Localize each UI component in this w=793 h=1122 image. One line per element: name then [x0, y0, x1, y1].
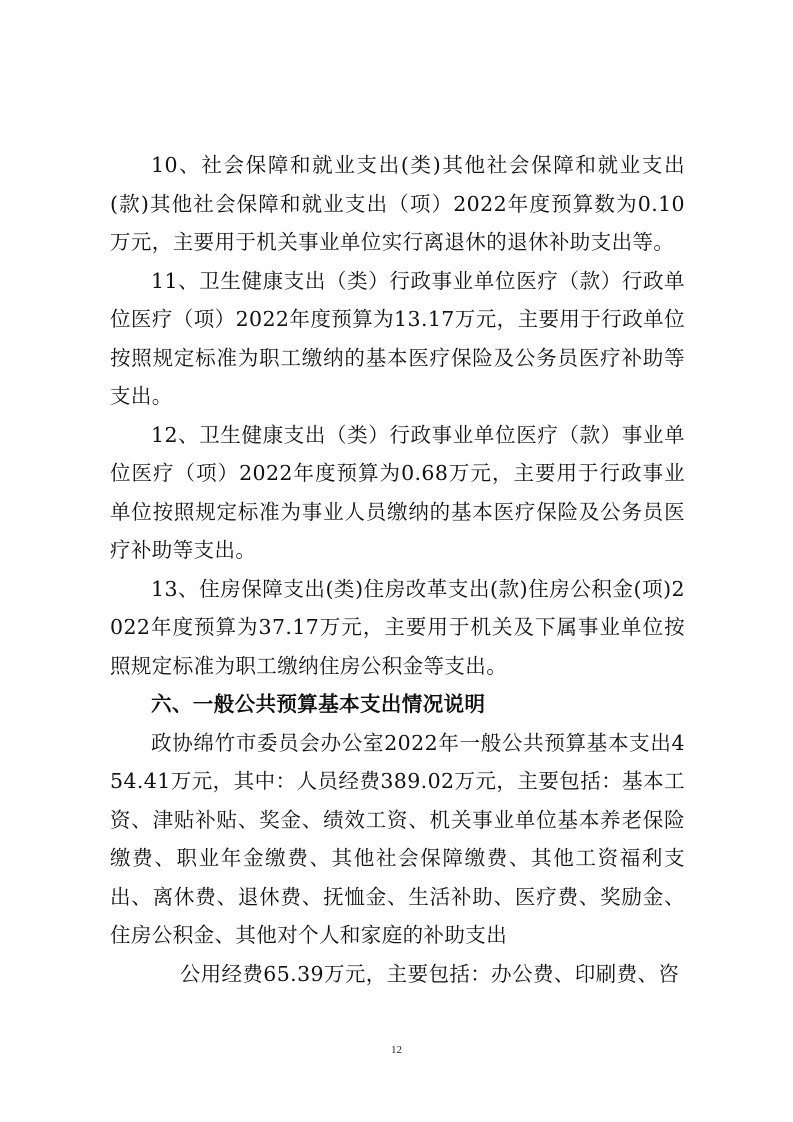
paragraph-item-10: 10、社会保障和就业支出(类)其他社会保障和就业支出(款)其他社会保障和就业支出（项）2022年度预算数为0.10万元，主要用于机关事业单位实行离退休的退休补助支出等。 — [110, 153, 685, 254]
page-number: 12 — [391, 1044, 402, 1056]
section-heading: 六、一般公共预算基本支出情况说明 — [151, 692, 486, 716]
public-expense-paragraph: 公用经费65.39万元，主要包括：办公费、印刷费、咨 — [179, 961, 680, 986]
basic-expenditure-paragraph: 政协绵竹市委员会办公室2022年一般公共预算基本支出454.41万元，其中：人员经费389.02万元，主要包括：基本工资、津贴补贴、奖金、绩效工资、机关事业单位基本养老保险缴费、职业年金缴费、其他社会保障缴费、其他工资福利支出、离休费、退休费、抚恤金、生活补助、医疗费、奖励金、住房公积金、其他对个人和家庭的补助支出 — [110, 730, 685, 947]
document-body — [110, 146, 685, 993]
paragraph-item-11: 11、卫生健康支出（类）行政事业单位医疗（款）行政单位医疗（项）2022年度预算为13.17万元，主要用于行政单位按照规定标准为职工缴纳的基本医疗保险及公务员医疗补助等支出。 — [110, 268, 685, 408]
paragraph-item-12: 12、卫生健康支出（类）行政事业单位医疗（款）事业单位医疗（项）2022年度预算为0.68万元，主要用于行政事业单位按照规定标准为事业人员缴纳的基本医疗保险及公务员医疗补助等支出。 — [110, 422, 685, 562]
paragraph-item-13: 13、住房保障支出(类)住房改革支出(款)住房公积金(项)2022年度预算为37.17万元，主要用于机关及下属事业单位按照规定标准为职工缴纳住房公积金等支出。 — [110, 576, 685, 678]
